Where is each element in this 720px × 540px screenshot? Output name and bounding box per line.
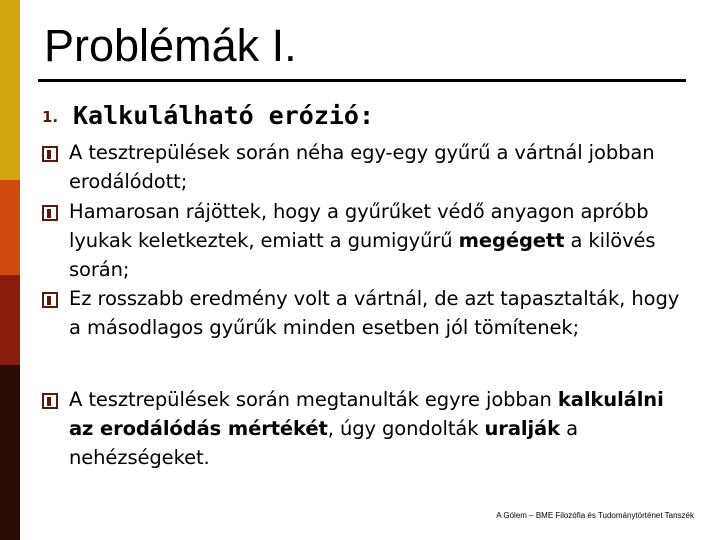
bullet-text [69,138,689,196]
square-bullet-icon [42,393,58,409]
bullet-text [69,284,689,342]
bullet-text-part: A tesztrepülések során néha egy-egy gyűrű a vártnál jobban erodálódott; [69,141,655,193]
square-bullet-icon [42,146,58,162]
bullet-text-part: A tesztrepülések során megtanulták egyre jobban [69,388,558,411]
bullet-text [69,385,689,472]
side-bar-orange [0,180,20,275]
slide-footer: A Gólem – BME Filozófia és Tudománytörténet Tanszék [496,511,694,520]
bullet-text-part: , úgy gondolták [327,417,485,440]
bullet-text [69,197,689,284]
bullet-bold-text: kalkulálni az erodálódás mértékét [69,388,664,440]
bullet-bold-text: uralják [484,417,560,440]
square-bullet-icon [42,292,58,308]
side-bar-gold [0,0,20,180]
slide-title: Problémák I. [44,20,297,71]
bullet-text-part: Ez rosszabb eredmény volt a vártnál, de azt tapasztalták, hogy a másodlagos gyűrűk minden esetben jól tömítenek; [69,287,680,339]
side-color-bar [0,0,20,540]
bullet-text-part: a nehézségeket. [69,417,578,469]
side-bar-dark [0,365,20,540]
bullet-text-part: Hamarosan rájöttek, hogy a gyűrűket védő anyagon apróbb lyukak keletkeztek, emiatt a gumigyűrű [69,200,649,252]
square-bullet-icon [42,205,58,221]
title-underline [38,79,686,82]
bullet-bold-text: megégett [458,229,565,252]
side-bar-red [0,275,20,365]
section-heading: Kalkulálható erózió: [73,101,375,130]
bullet-text-part: a kilövés során; [69,229,656,281]
list-number: 1. [42,108,59,126]
